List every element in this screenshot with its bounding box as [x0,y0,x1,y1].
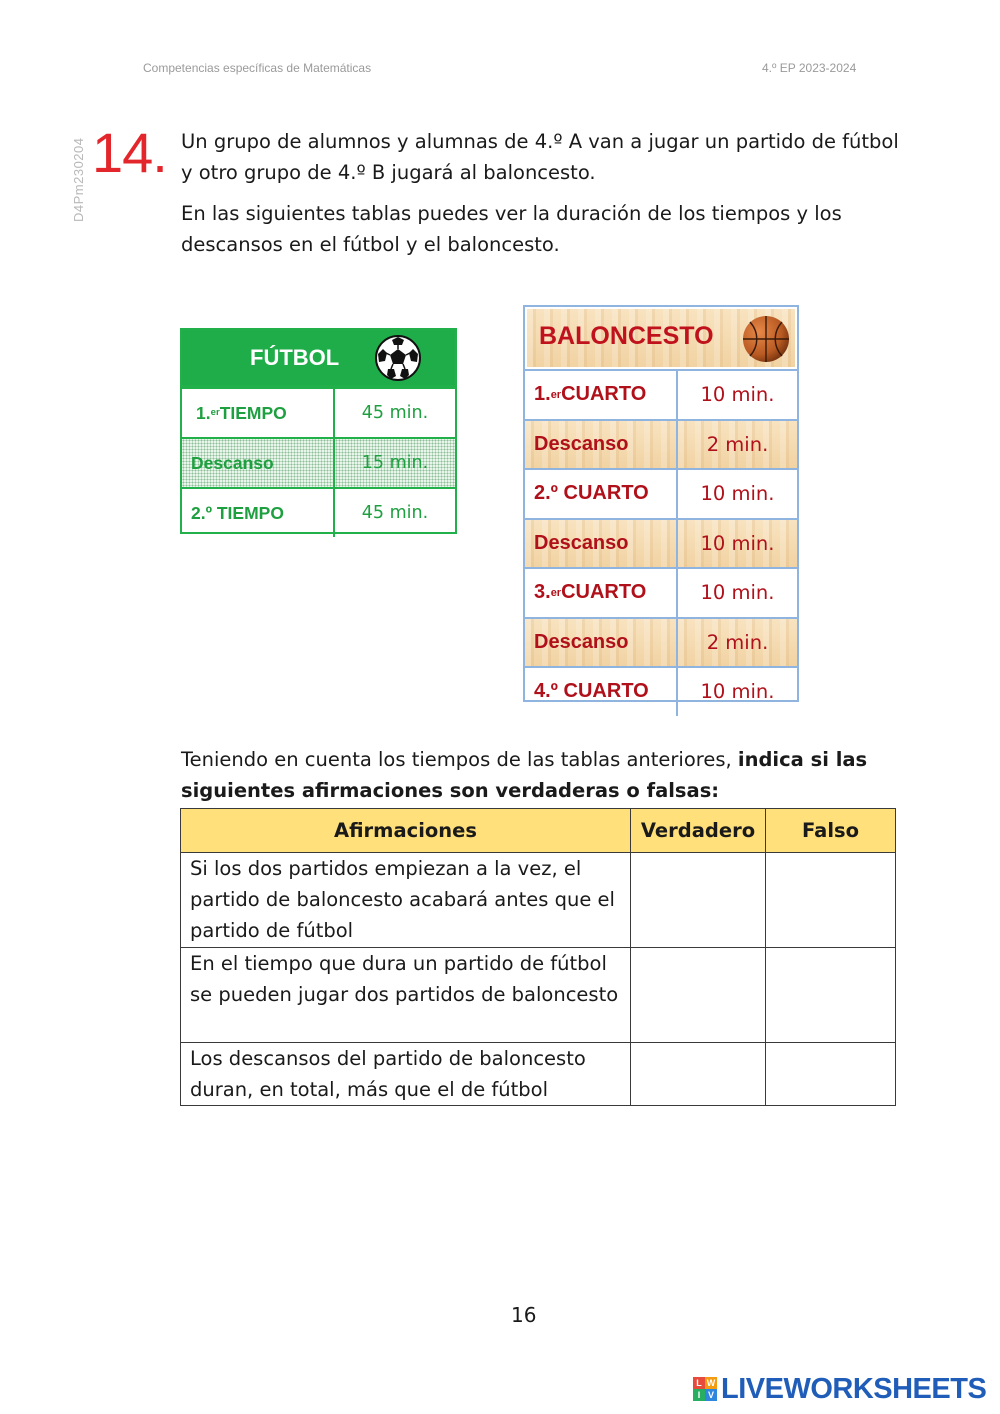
verdadero-answer-cell[interactable] [631,1043,766,1106]
basketball-icon [741,314,791,364]
falso-answer-cell[interactable] [766,1043,896,1106]
side-code: D4Pm230204 [71,137,86,222]
futbol-row [182,437,455,487]
baloncesto-row-label: 4.º CUARTO [525,668,678,716]
verdadero-answer-cell[interactable] [631,853,766,948]
table-header-row [181,809,896,853]
baloncesto-row-value: 10 min. [700,383,775,407]
afirmacion-text: Si los dos partidos empiezan a la vez, el partido de baloncesto acabará antes que el partido de fútbol [181,853,631,948]
baloncesto-row [525,369,797,419]
baloncesto-row-label: Descanso [525,619,678,667]
baloncesto-row-label: Descanso [525,520,678,568]
futbol-row-value: 45 min. [361,403,429,423]
baloncesto-row-label: 3. er CUARTO [525,569,678,617]
liveworksheets-logo[interactable] [693,1372,986,1406]
baloncesto-row [525,419,797,469]
table-row [181,853,896,948]
afirmacion-text: Los descansos del partido de baloncesto duran, en total, más que el de fútbol [181,1043,631,1106]
table-row [181,1043,896,1106]
baloncesto-row [525,617,797,667]
baloncesto-row-value: 10 min. [700,531,775,555]
baloncesto-row-value: 2 min. [706,432,769,456]
header-afirmaciones: Afirmaciones [181,809,631,853]
baloncesto-header [527,309,795,367]
header-left-text: Competencias específicas de Matemáticas [143,61,372,75]
instructions-normal: Teniendo en cuenta los tiempos de las tablas anteriores, [181,748,738,771]
logo-letter: I [693,1389,705,1401]
baloncesto-table [523,305,799,702]
header-right-text: 4.º EP 2023-2024 [762,61,857,75]
futbol-row [182,387,455,437]
baloncesto-title: BALONCESTO [539,322,714,350]
baloncesto-row [525,518,797,568]
baloncesto-row [525,567,797,617]
futbol-header [182,330,455,387]
falso-answer-cell[interactable] [766,948,896,1043]
futbol-row [182,487,455,537]
logo-letter: V [705,1389,717,1401]
baloncesto-row-label: Descanso [525,421,678,469]
question-number: 14. [92,121,167,184]
header-verdadero: Verdadero [631,809,766,853]
instructions-bold: indica si las siguientes afirmaciones son verdaderas o falsas: [181,748,868,802]
baloncesto-row-label: 2.º CUARTO [525,470,678,518]
logo-letter: L [693,1377,705,1389]
futbol-row-label: 2.º TIEMPO [182,489,335,537]
instructions [181,744,906,806]
baloncesto-row-value: 10 min. [700,482,775,506]
futbol-row-value: 45 min. [361,503,429,523]
intro-paragraph-2: En las siguientes tablas puedes ver la duración de los tiempos y los descansos en el fútbol y el baloncesto. [181,202,842,256]
page-number: 16 [511,1303,537,1327]
baloncesto-row-value: 10 min. [700,581,775,605]
logo-letter: W [706,1378,716,1388]
futbol-table [180,328,457,534]
liveworksheets-logo-icon [693,1377,717,1401]
baloncesto-row-label: 1. er CUARTO [525,371,678,419]
futbol-row-value: 15 min. [335,439,455,487]
baloncesto-row-value: 10 min. [700,680,775,704]
header-falso: Falso [766,809,896,853]
liveworksheets-wordmark: LIVEWORKSHEETS [721,1372,987,1405]
futbol-title: FÚTBOL [250,345,340,370]
baloncesto-row [525,468,797,518]
baloncesto-row [525,666,797,716]
falso-answer-cell[interactable] [766,853,896,948]
afirmacion-text: En el tiempo que dura un partido de fútbol se pueden jugar dos partidos de baloncesto [181,948,631,1043]
intro-paragraph-1: Un grupo de alumnos y alumnas de 4.º A van a jugar un partido de fútbol y otro grupo de 4.º B jugará al baloncesto. [181,130,899,184]
futbol-row-label: 1. er TIEMPO [182,389,335,437]
table-row [181,948,896,1043]
soccer-ball-icon [374,334,422,382]
futbol-row-label: Descanso [182,439,335,487]
verdadero-answer-cell[interactable] [631,948,766,1043]
baloncesto-row-value: 2 min. [706,630,769,654]
afirmaciones-table [180,808,896,1106]
